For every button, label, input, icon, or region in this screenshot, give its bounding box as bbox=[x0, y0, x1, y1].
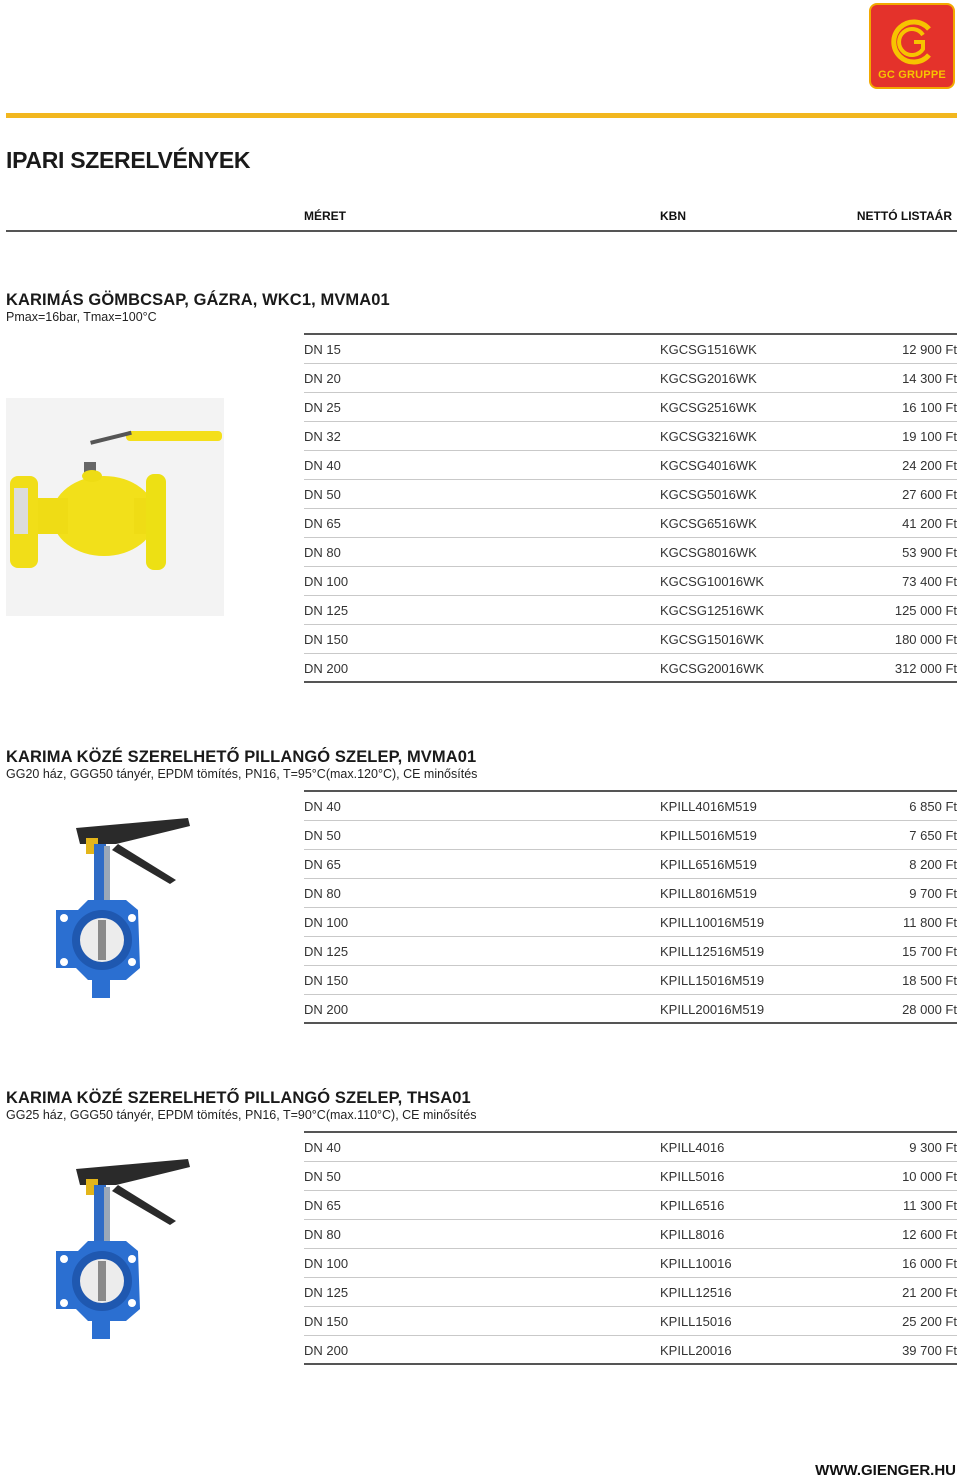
section-rows bbox=[304, 335, 957, 683]
kbn-cell: KPILL20016 bbox=[660, 1343, 732, 1358]
kbn-cell: KPILL20016M519 bbox=[660, 1002, 765, 1017]
price-cell: 28 000 Ft bbox=[902, 1002, 957, 1017]
section-subtitle: Pmax=16bar, Tmax=100°C bbox=[6, 310, 157, 324]
kbn-cell: KGCSG5016WK bbox=[660, 487, 757, 502]
size-cell: DN 65 bbox=[304, 857, 341, 872]
table-row bbox=[304, 364, 957, 393]
price-cell: 10 000 Ft bbox=[902, 1169, 957, 1184]
kbn-cell: KPILL12516M519 bbox=[660, 944, 765, 959]
logo-text: GC GRUPPE bbox=[878, 69, 946, 81]
price-cell: 21 200 Ft bbox=[902, 1285, 957, 1300]
size-cell: DN 50 bbox=[304, 1169, 341, 1184]
kbn-cell: KGCSG15016WK bbox=[660, 632, 765, 647]
size-cell: DN 20 bbox=[304, 371, 341, 386]
price-cell: 12 600 Ft bbox=[902, 1227, 957, 1242]
table-row bbox=[304, 937, 957, 966]
kbn-cell: KGCSG3216WK bbox=[660, 429, 757, 444]
price-cell: 53 900 Ft bbox=[902, 545, 957, 560]
size-cell: DN 50 bbox=[304, 487, 341, 502]
section-subtitle: GG20 ház, GGG50 tányér, EPDM tömítés, PN16, T=95°C(max.120°C), CE minősítés bbox=[6, 767, 478, 781]
table-row bbox=[304, 1191, 957, 1220]
price-cell: 25 200 Ft bbox=[902, 1314, 957, 1329]
table-row bbox=[304, 1307, 957, 1336]
size-cell: DN 150 bbox=[304, 973, 349, 988]
price-cell: 16 100 Ft bbox=[902, 400, 957, 415]
price-cell: 312 000 Ft bbox=[894, 661, 957, 676]
table-row bbox=[304, 596, 957, 625]
table-row bbox=[304, 654, 957, 683]
page-title: IPARI SZERELVÉNYEK bbox=[6, 147, 251, 173]
section-ball-valve bbox=[6, 291, 957, 683]
gc-logo-mark-icon bbox=[889, 17, 939, 67]
kbn-cell: KGCSG2516WK bbox=[660, 400, 757, 415]
kbn-cell: KPILL6516 bbox=[660, 1198, 725, 1213]
table-row bbox=[304, 422, 957, 451]
size-cell: DN 80 bbox=[304, 886, 341, 901]
price-cell: 9 300 Ft bbox=[909, 1140, 957, 1155]
section-title: KARIMA KÖZÉ SZERELHETŐ PILLANGÓ SZELEP, THSA01 bbox=[6, 1089, 471, 1107]
table-row bbox=[304, 1220, 957, 1249]
column-header-price: NETTÓ LISTAÁR bbox=[856, 209, 952, 223]
kbn-cell: KGCSG10016WK bbox=[660, 574, 765, 589]
price-cell: 12 900 Ft bbox=[902, 342, 957, 357]
size-cell: DN 40 bbox=[304, 799, 341, 814]
price-cell: 8 200 Ft bbox=[909, 857, 957, 872]
section-rows bbox=[304, 792, 957, 1024]
table-row bbox=[304, 335, 957, 364]
table-row bbox=[304, 451, 957, 480]
table-row bbox=[304, 792, 957, 821]
size-cell: DN 125 bbox=[304, 944, 349, 959]
price-cell: 14 300 Ft bbox=[902, 371, 957, 386]
blue-butterfly-valve-image bbox=[46, 1155, 196, 1345]
size-cell: DN 65 bbox=[304, 1198, 341, 1213]
price-cell: 27 600 Ft bbox=[902, 487, 957, 502]
kbn-cell: KPILL12516 bbox=[660, 1285, 732, 1300]
kbn-cell: KPILL4016 bbox=[660, 1140, 725, 1155]
table-row bbox=[304, 821, 957, 850]
section-title: KARIMA KÖZÉ SZERELHETŐ PILLANGÓ SZELEP, MVMA01 bbox=[6, 748, 477, 766]
kbn-cell: KGCSG12516WK bbox=[660, 603, 765, 618]
size-cell: DN 100 bbox=[304, 915, 349, 930]
table-row bbox=[304, 850, 957, 879]
table-row bbox=[304, 966, 957, 995]
size-cell: DN 150 bbox=[304, 632, 349, 647]
size-cell: DN 125 bbox=[304, 1285, 349, 1300]
size-cell: DN 80 bbox=[304, 1227, 341, 1242]
size-cell: DN 40 bbox=[304, 1140, 341, 1155]
table-row bbox=[304, 393, 957, 422]
kbn-cell: KPILL5016M519 bbox=[660, 828, 757, 843]
size-cell: DN 200 bbox=[304, 661, 349, 676]
size-cell: DN 100 bbox=[304, 574, 349, 589]
price-cell: 19 100 Ft bbox=[902, 429, 957, 444]
kbn-cell: KPILL10016M519 bbox=[660, 915, 765, 930]
table-row bbox=[304, 1278, 957, 1307]
price-cell: 39 700 Ft bbox=[902, 1343, 957, 1358]
kbn-cell: KPILL8016 bbox=[660, 1227, 725, 1242]
kbn-cell: KGCSG4016WK bbox=[660, 458, 757, 473]
table-row bbox=[304, 879, 957, 908]
top-accent-rule bbox=[6, 113, 957, 118]
price-cell: 15 700 Ft bbox=[902, 944, 957, 959]
size-cell: DN 65 bbox=[304, 516, 341, 531]
column-header-size: MÉRET bbox=[304, 209, 346, 223]
table-row bbox=[304, 509, 957, 538]
price-cell: 6 850 Ft bbox=[909, 799, 957, 814]
kbn-cell: KPILL6516M519 bbox=[660, 857, 757, 872]
kbn-cell: KGCSG8016WK bbox=[660, 545, 757, 560]
price-cell: 16 000 Ft bbox=[902, 1256, 957, 1271]
price-cell: 11 300 Ft bbox=[903, 1198, 957, 1213]
section-title: KARIMÁS GÖMBCSAP, GÁZRA, WKC1, MVMA01 bbox=[6, 291, 390, 309]
column-header-kbn: KBN bbox=[660, 209, 686, 223]
table-row bbox=[304, 567, 957, 596]
table-row bbox=[304, 1336, 957, 1365]
section-rows bbox=[304, 1133, 957, 1365]
size-cell: DN 200 bbox=[304, 1343, 349, 1358]
kbn-cell: KPILL15016 bbox=[660, 1314, 732, 1329]
kbn-cell: KPILL10016 bbox=[660, 1256, 732, 1271]
price-cell: 7 650 Ft bbox=[909, 828, 957, 843]
size-cell: DN 15 bbox=[304, 342, 341, 357]
price-cell: 180 000 Ft bbox=[894, 632, 957, 647]
table-row bbox=[304, 908, 957, 937]
size-cell: DN 200 bbox=[304, 1002, 349, 1017]
gc-gruppe-logo bbox=[869, 3, 955, 89]
price-cell: 125 000 Ft bbox=[894, 603, 957, 618]
size-cell: DN 50 bbox=[304, 828, 341, 843]
price-cell: 41 200 Ft bbox=[902, 516, 957, 531]
size-cell: DN 100 bbox=[304, 1256, 349, 1271]
table-row bbox=[304, 1133, 957, 1162]
kbn-cell: KGCSG6516WK bbox=[660, 516, 757, 531]
table-row bbox=[304, 1162, 957, 1191]
size-cell: DN 32 bbox=[304, 429, 341, 444]
website-link[interactable]: WWW.GIENGER.HU bbox=[815, 1462, 956, 1479]
kbn-cell: KPILL4016M519 bbox=[660, 799, 757, 814]
table-row bbox=[304, 480, 957, 509]
kbn-cell: KPILL5016 bbox=[660, 1169, 725, 1184]
price-cell: 18 500 Ft bbox=[902, 973, 957, 988]
size-cell: DN 25 bbox=[304, 400, 341, 415]
header-rule bbox=[6, 230, 957, 232]
kbn-cell: KPILL8016M519 bbox=[660, 886, 757, 901]
blue-butterfly-valve-image bbox=[46, 814, 196, 1004]
kbn-cell: KGCSG20016WK bbox=[660, 661, 765, 676]
table-row bbox=[304, 1249, 957, 1278]
size-cell: DN 125 bbox=[304, 603, 349, 618]
table-row bbox=[304, 995, 957, 1024]
section-butterfly-valve-thsa01 bbox=[6, 1089, 957, 1365]
section-butterfly-valve-mvma01 bbox=[6, 748, 957, 1024]
price-cell: 11 800 Ft bbox=[903, 915, 957, 930]
size-cell: DN 40 bbox=[304, 458, 341, 473]
size-cell: DN 80 bbox=[304, 545, 341, 560]
table-row bbox=[304, 538, 957, 567]
kbn-cell: KGCSG1516WK bbox=[660, 342, 757, 357]
kbn-cell: KPILL15016M519 bbox=[660, 973, 765, 988]
price-cell: 73 400 Ft bbox=[902, 574, 957, 589]
yellow-ball-valve-image bbox=[6, 398, 224, 616]
size-cell: DN 150 bbox=[304, 1314, 349, 1329]
price-cell: 24 200 Ft bbox=[902, 458, 957, 473]
kbn-cell: KGCSG2016WK bbox=[660, 371, 757, 386]
price-cell: 9 700 Ft bbox=[909, 886, 957, 901]
section-subtitle: GG25 ház, GGG50 tányér, EPDM tömítés, PN16, T=90°C(max.110°C), CE minősítés bbox=[6, 1108, 477, 1122]
table-row bbox=[304, 625, 957, 654]
